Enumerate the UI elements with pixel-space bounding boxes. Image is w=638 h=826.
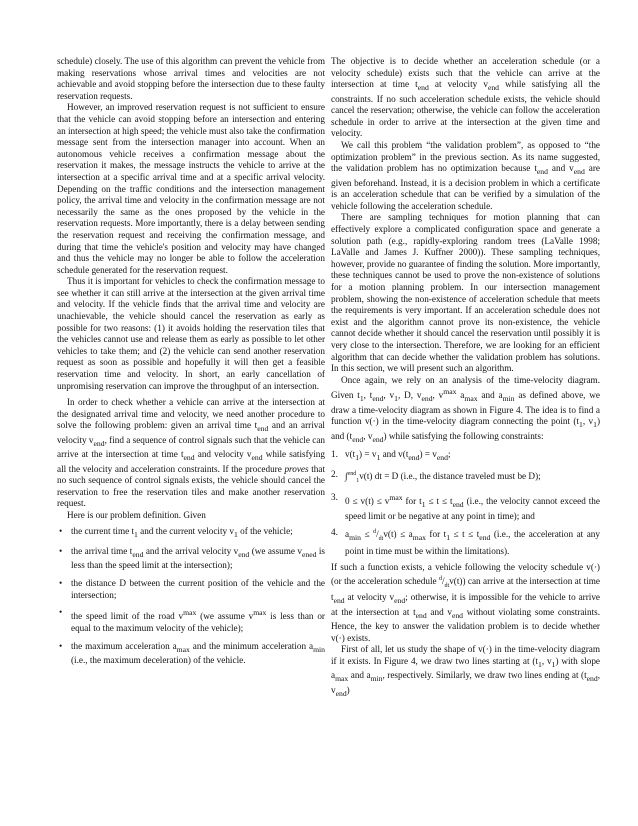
list-item: 3. $0 \le v(t) \le v^{max}$ for $t_1 \le t \le t_{end}$ (i.e., the velocity cannot exceed the speed limit or be negative at any point in time); and [331,492,600,521]
left-column [57,56,325,673]
constraints-list [331,449,600,557]
list-item: 2. ∫$^{end}_1$v(t) dt = D (i.e., the distance traveled must be D); [331,468,541,484]
given-list [57,526,325,667]
list-item: 4. $a_{min} \le ^d/_{dt}v(t) \le a_{max}$ for $t_1 \le t \le t_{end}$ (i.e., the acceleration at any point in time must be within the limitations). [331,527,600,556]
paragraph: We call this problem “the validation problem”, as opposed to “the optimization problem” in the previous section. As its name suggested, the validation problem has no optimization because $t_{end}$ and $v_{end}$ are given beforehand. Instead, it is a decision problem in which a certificate is an acceleration schedule that can be verified by a simulation of the vehicle following the acceleration schedule. [331,139,601,211]
list-item: 1. $v(t_1) = v_1$ and $v(t_{end}) = v_{end}$; [331,449,451,463]
paragraph: The objective is to decide whether an acceleration schedule (or a velocity schedule) exists such that the vehicle can arrive at the intersection at time $t_{end}$ at velocity $v_{end}$ while satisfying all the constraints. If no such acceleration schedule exists, the vehicle should cancel the reservation; otherwise, the vehicle can follow the acceleration schedule in order to arrive at the intersection at the given time and velocity. [331,56,601,139]
paragraph: In order to check whether a vehicle can arrive at the intersection at the designated arrival time and velocity, we need another procedure to solve the following problem: given an arrival time $t_{end}$ and an arrival velocity $v_{end}$, find a sequence of control signals such that the vehicle can arrive at the intersection at time $t_{end}$ and velocity $v_{end}$ while satisfying all the velocity and acceleration constraints. If the procedure proves that no such sequence of control signals exists, the vehicle should cancel the reservation to free the reservation tiles and make another reservation request. [57,397,325,509]
list-item: • the current time $t_1$ and the current velocity $v_1$ of the vehicle; [59,525,293,539]
right-column [331,56,600,699]
paragraph: First of all, let us study the shape of v(·) in the time-velocity diagram if it exists. In Figure 4, we draw two lines starting at ($t_1$, $v_1$) with slope $a_{max}$ and $a_{min}$, respectively. Similarly, we draw two lines ending at ($t_{end}$, $v_{end}$) [331,644,600,698]
paragraph: Thus it is important for vehicles to check the confirmation message to see whether it can still arrive at the intersection at the given arrival time and velocity. If the vehicle finds that the arrival time and velocity are unachievable, the vehicle should cancel the reservation as early as possible for two reasons: (1) it avoids holding the reservation tiles that the vehicles cannot use and release them as early as possible to let other vehicles to take them; and (2) the vehicle can send another reservation request as soon as possible and hopefully it will then get a feasible reservation time and velocity. In short, an early cancellation of unpromising reservation can improve the throughput of an intersection. [57,276,325,391]
paragraph: If such a function exists, a vehicle following the velocity schedule v(·) (or the acceleration schedule $^d/_{dt}v(t)$) can arrive at the intersection at time $t_{end}$ at velocity $v_{end}$; otherwise, it is impossible for the vehicle to arrive at the intersection at $t_{end}$ and $v_{end}$ without violating some constraints. Hence, the key to answer the validation problem is to decide whether v(·) exists. [331,562,601,643]
paragraph: Once again, we rely on an analysis of the time-velocity diagram. Given $t_1$, $t_{end}$, $v_1$, D, $v_{end}$, $v^{max}$ $a_{max}$ and $a_{min}$ as defined above, we draw a time-velocity diagram as shown in Figure 4. The idea is to find a function v(·) in the time-velocity diagram connecting the point ($t_1$, $v_1$) and ($t_{end}$, $v_{end}$) while satisfying the following constraints: [331,374,601,444]
paragraph: Here is our problem definition. Given [67,510,206,521]
list-item: • the distance D between the current position of the vehicle and the intersection; [59,578,325,600]
paragraph: There are sampling techniques for motion planning that can effectively explore a complicated configuration space and generate a solution path (e.g., rapidly-exploring random trees (LaValle 1998; LaValle and James J. Kuffner 2000)). These sampling techniques, however, provide no guarantee of finding the solution. More importantly, these techniques cannot be used to prove the non-existence of solutions for a motion planning problem. In our intersection management problem, showing the non-existence of acceleration schedule that meets the requirements is very important. If an acceleration schedule does not exist and the algorithm cannot prove its non-existence, the vehicle cannot decide whether it should cancel the reservation until possibly it is very close to the intersection. Therefore, we are looking for an efficient algorithm that can decide whether the validation problem has solutions. In this section, we will present such an algorithm. [331,212,600,374]
list-item: • the arrival time $t_{end}$ and the arrival velocity $v_{end}$ (we assume $v_{ened}$ is less than the speed limit at the intersection); [59,546,325,571]
list-item: • the maximum acceleration $a_{max}$ and the minimum acceleration $a_{min}$ (i.e., the maximum deceleration) of the vehicle. [59,640,326,665]
list-item: • the speed limit of the road $v^{max}$ (we assume $v^{max}$ is less than or equal to the maximum velocity of the vehicle); [59,607,325,633]
paragraph: schedule) closely. The use of this algorithm can prevent the vehicle from making reservations whose arrival times and velocities are not achievable and avoid stopping before the intersection due to these faulty reservation requests. [57,56,325,101]
paragraph: However, an improved reservation request is not sufficient to ensure that the vehicle can avoid stopping before an intersection and entering an intersection at high speed; the vehicle must also take the confirmation message sent from the intersection manager into account. When an autonomous vehicle receives a confirmation message about the reservation it makes, the message instructs the vehicle to arrive at the intersection at a specific arrival time and at a specific arrival velocity. Depending on the traffic conditions and the intersection management policy, the arrival time and velocity in the confirmation message are not necessarily the same as the ones proposed by the vehicle in the reservation requests. More importantly, there is a delay between sending the reservation request and receiving the confirmation message, and during that time the vehicle's position and velocity may have changed and thus the vehicle may no longer be able to follow the acceleration schedule generated for the reservation request. [57,102,325,275]
